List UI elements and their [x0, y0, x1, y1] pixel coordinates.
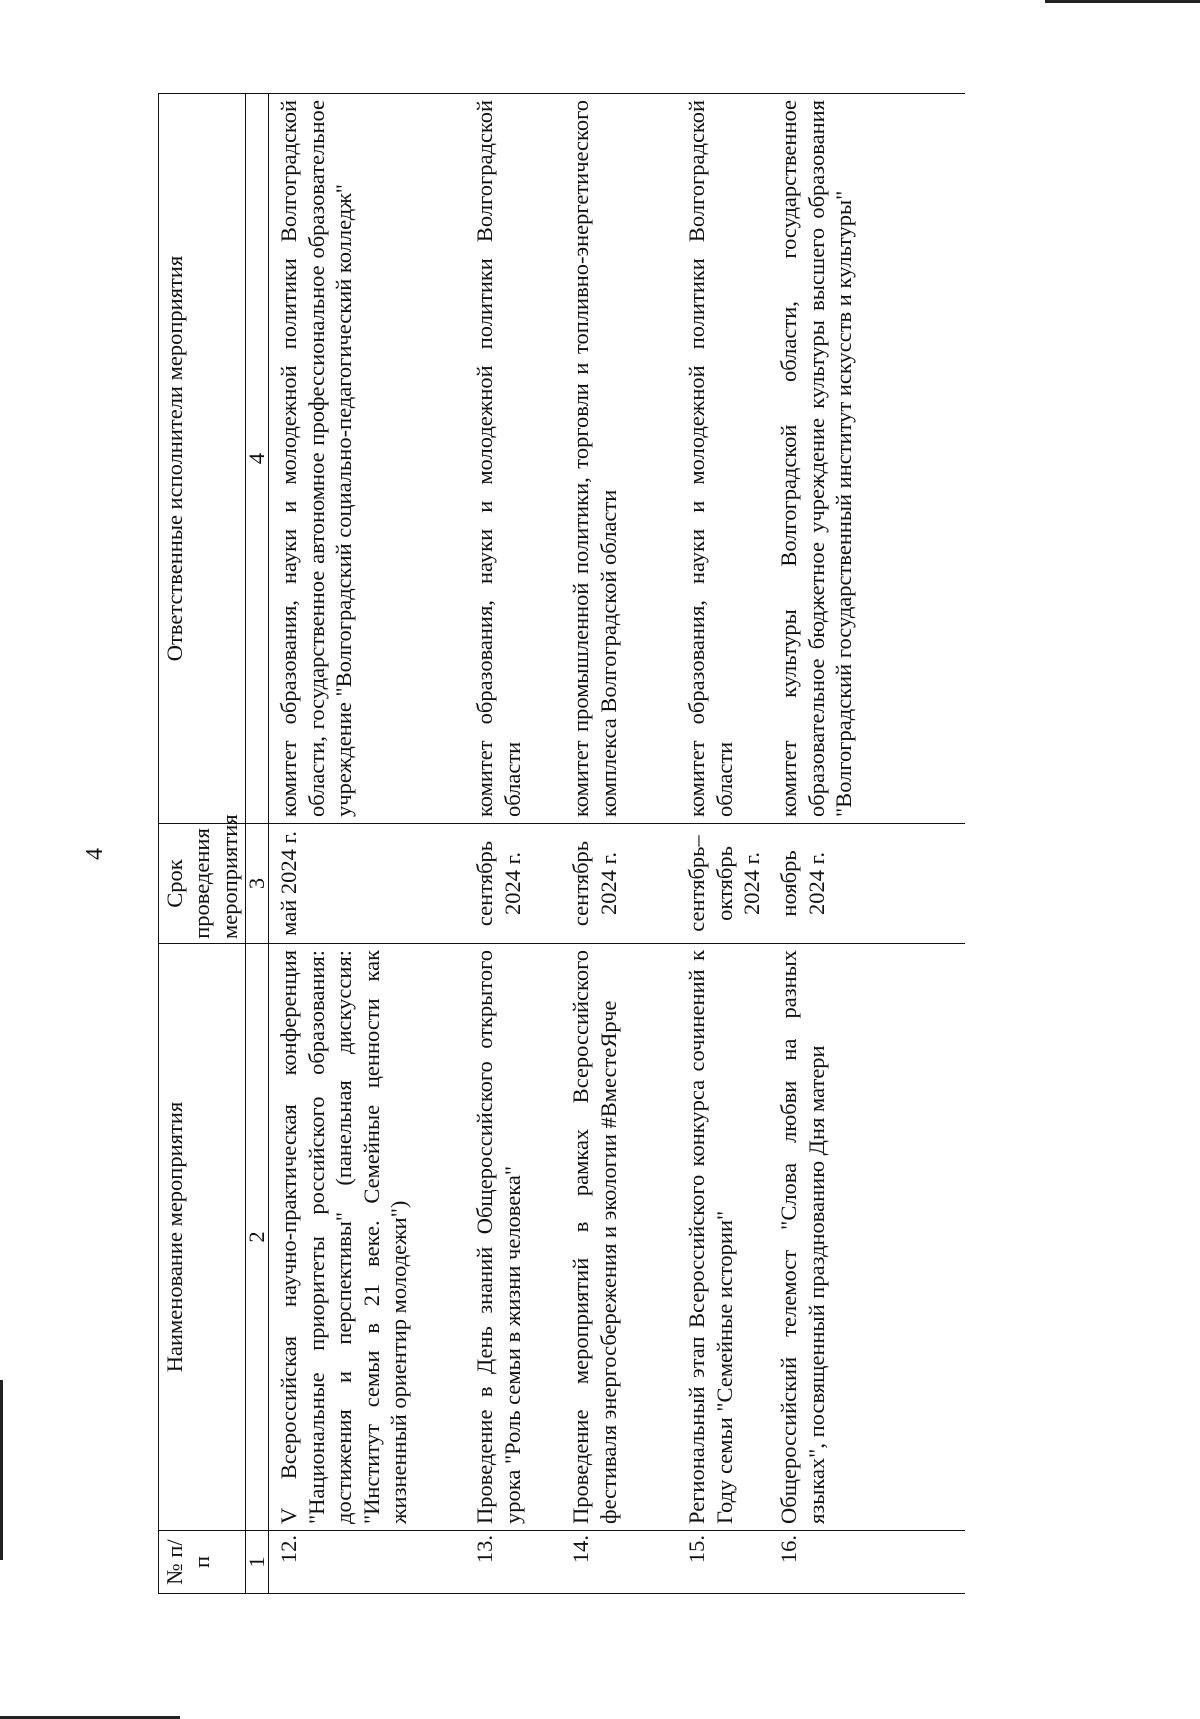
header-period: Срок проведения мероприятия — [159, 824, 246, 944]
event-period: сентябрь 2024 г. — [465, 824, 561, 944]
event-name: Проведение в День знаний Общероссийского открытого урока "Роль семьи в жизни человека" — [465, 944, 561, 1531]
event-name: V Всероссийская научно-практическая конференция "Национальные приоритеты российского образования: достижения и перспективы" (панельная дискуссия: "Институт семьи в 21 веке. Семейные ценности как жизненный ориентир молодежи") — [269, 944, 466, 1531]
column-number: 2 — [246, 944, 269, 1531]
row-number: 16. — [769, 1531, 965, 1594]
events-table — [158, 93, 965, 1594]
event-executors: комитет образования, науки и молодежной политики Волгоградской области, государственное автономное профессиональное образовательное учреждение "Волгоградский социально-педагогический колледж" — [269, 93, 466, 823]
event-name: Региональный этап Всероссийского конкурса сочинений к Году семьи "Семейные истории" — [677, 944, 769, 1531]
row-number: 13. — [465, 1531, 561, 1594]
event-period: ноябрь 2024 г. — [769, 824, 965, 944]
header-event-name: Наименование мероприятия — [159, 944, 246, 1531]
column-number: 1 — [246, 1531, 269, 1594]
column-number: 4 — [246, 93, 269, 823]
event-executors: комитет культуры Волгоградской области, государственное образовательное бюджетное учреждение культуры высшего образования "Волгоградский государственный институт искусств и культуры" — [769, 93, 965, 823]
row-number: 12. — [269, 1531, 466, 1594]
table-row — [769, 93, 965, 1593]
table-row — [677, 93, 769, 1593]
event-period: сентябрь–октябрь 2024 г. — [677, 824, 769, 944]
event-name: Общероссийский телемост "Слова любви на разных языках", посвященный празднованию Дня матери — [769, 944, 965, 1531]
event-name: Проведение мероприятий в рамках Всероссийского фестиваля энергосбережения и экологии #ВместеЯрче — [561, 944, 677, 1531]
event-executors: комитет образования, науки и молодежной политики Волгоградской области — [465, 93, 561, 823]
header-executors: Ответственные исполнители мероприятия — [159, 93, 246, 823]
column-number: 3 — [246, 824, 269, 944]
table-row — [561, 93, 677, 1593]
table-row — [269, 93, 466, 1593]
event-period: сентябрь 2024 г. — [561, 824, 677, 944]
page-number: 4 — [82, 848, 108, 860]
row-number: 14. — [561, 1531, 677, 1594]
row-number: 15. — [677, 1531, 769, 1594]
event-period: май 2024 г. — [269, 824, 466, 944]
header-number: № п/п — [159, 1531, 246, 1594]
event-executors: комитет промышленной политики, торговли и топливно-энергетического комплекса Волгоградской области — [561, 93, 677, 823]
event-executors: комитет образования, науки и молодежной политики Волгоградской области — [677, 93, 769, 823]
table-row — [465, 93, 561, 1593]
